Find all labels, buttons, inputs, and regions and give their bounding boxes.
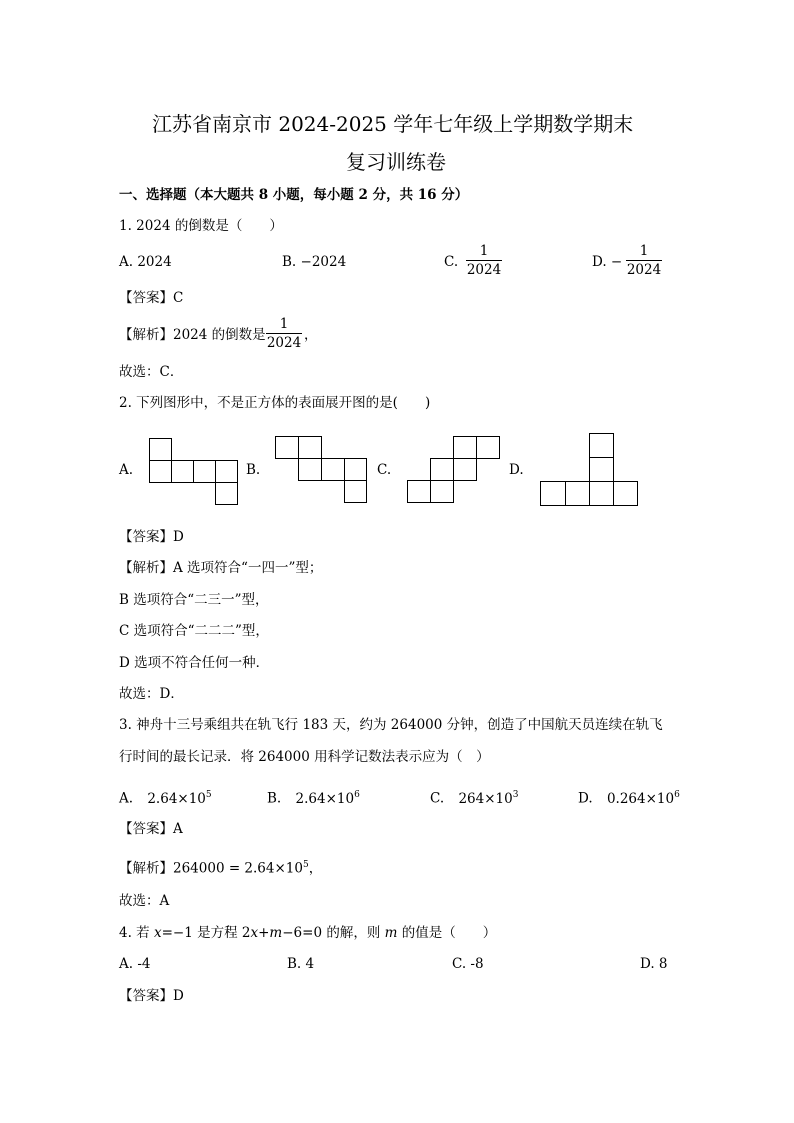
q4-answer: 【答案】D [119,988,184,1004]
q3-option-a [119,787,212,808]
q3-analysis-post: ， [308,860,323,877]
q3-c-label: C. [430,790,445,807]
q4-var-m: m [269,925,283,941]
q4-option-a: A. -4 [119,956,151,972]
q1-analysis-num: 1 [279,316,289,332]
q4-stem-plus: + [258,925,270,941]
q2-conclusion: 故选：D． [119,686,184,702]
q4-stem-mid1: =−1 是方程 2 [161,925,251,941]
q3-d-value: 0.264×10 [606,790,675,807]
q2-answer: 【答案】D [119,529,184,545]
q3-d-label: D. [578,790,593,807]
q3-a-label: A. [119,790,134,807]
q2-analysis-4: D 选项不符合任何一种． [119,655,270,671]
q1-option-b: B. −2024 [282,254,347,270]
q1-d-num: 1 [639,243,649,259]
q3-answer: 【答案】A [119,821,183,837]
q3-a-value: 2.64×10 [147,790,206,807]
q2-stem: 2. 下列图形中，不是正方体的表面展开图的是( ) [119,395,431,411]
q3-c-value: 264×10 [458,790,513,807]
q2-net-c [404,435,502,505]
q3-stem-line2: 行时间的最长记录．将 264000 用科学记数法表示应为（ ） [119,749,490,765]
q2-analysis-2: B 选项符合“二三一”型， [119,592,269,608]
q3-analysis [119,857,322,878]
q1-analysis-post: ， [304,327,318,343]
q3-b-label: B. [267,790,282,807]
q1-d-den: 2024 [626,262,662,278]
fraction-bar [626,260,662,261]
q2-net-b [272,435,368,505]
q1-analysis-pre: 【解析】2024 的倒数是 [119,327,266,343]
q3-b-exp: 6 [354,790,360,800]
q3-analysis-exp: 5 [302,860,309,870]
q1-answer: 【答案】C [119,290,184,306]
q2-option-a: A. [119,462,134,478]
q3-analysis-eq: 264000 = 2.64×10 [173,860,303,877]
q3-a-exp: 5 [205,790,212,800]
q1-stem: 1. 2024 的倒数是（ ） [119,218,283,234]
q2-option-b: B. [246,462,261,478]
q4-option-b: B. 4 [287,956,315,972]
q3-conclusion: 故选：A [119,893,170,909]
q1-option-a: A. 2024 [119,254,172,270]
q4-stem [119,925,496,942]
q3-stem-line1: 3. 神舟十三号乘组共在轨飞行 183 天，约为 264000 分钟，创造了中国航天员连续在轨飞 [119,717,663,733]
q1-analysis-fraction [266,316,302,351]
q2-option-d: D. [509,462,524,478]
q3-analysis-pre: 【解析】 [119,860,173,877]
q2-analysis-3: C 选项符合“二二二”型， [119,623,269,639]
q3-option-d [578,787,680,808]
q3-option-c [430,787,518,808]
q2-option-c: C. [377,462,392,478]
q1-option-d-label: D. − [592,254,623,270]
fraction-bar [466,260,502,261]
q3-c-exp: 3 [512,790,519,800]
q4-var-x: x [153,925,162,941]
title-line2: 复习训练卷 [346,150,446,174]
q4-var-m2: m [384,925,398,941]
q4-stem-mid2: −6=0 的解，则 [282,925,385,941]
title-line1: 江苏省南京市 2024-2025 学年七年级上学期数学期末 [152,112,634,136]
q2-net-a [146,435,240,505]
q4-var-x2: x [250,925,259,941]
q1-option-d-fraction [626,243,662,278]
q3-option-b [267,787,360,808]
section-heading: 一、选择题（本大题共 8 小题，每小题 2 分，共 16 分） [119,187,469,203]
q2-net-d [537,431,641,509]
q4-stem-post: 的值是（ ） [397,925,497,941]
q1-conclusion: 故选：C． [119,364,184,380]
q1-option-c-fraction [466,243,502,278]
q3-d-exp: 6 [674,790,680,800]
q4-option-d: D. 8 [640,956,668,972]
q4-stem-pre: 4. 若 [119,925,154,941]
q1-c-den: 2024 [466,262,502,278]
q1-analysis-den: 2024 [266,335,302,351]
q1-c-num: 1 [479,243,489,259]
q2-analysis-1: 【解析】A 选项符合“一四一”型； [119,560,323,576]
q3-b-value: 2.64×10 [295,790,355,807]
q4-option-c: C. -8 [452,956,484,972]
fraction-bar [266,333,302,334]
q1-option-c-label: C. [444,254,459,270]
